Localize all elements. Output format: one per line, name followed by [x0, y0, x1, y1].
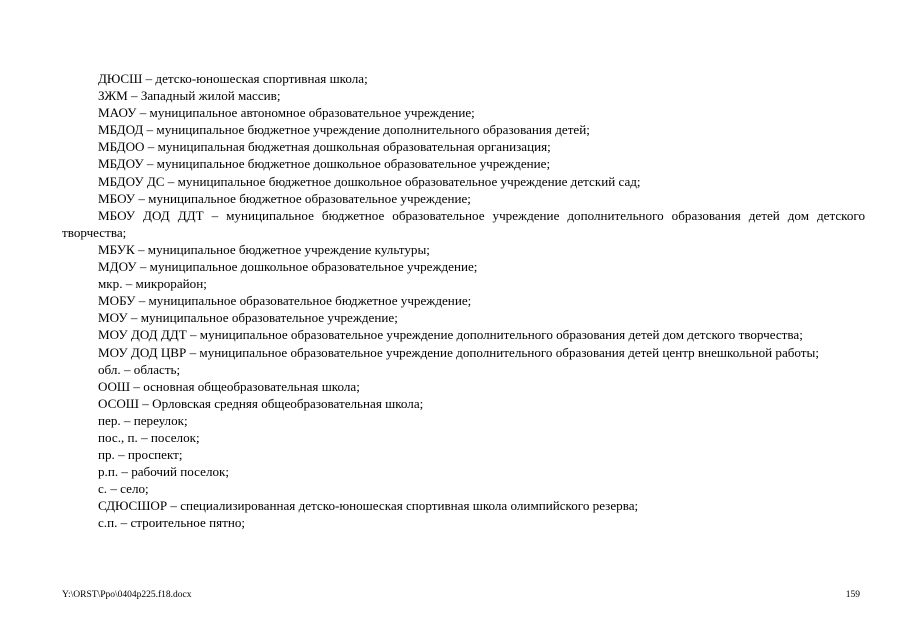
abbreviation-entry: пер. – переулок; — [98, 412, 188, 428]
abbreviation-entry: ЗЖМ – Западный жилой массив; — [98, 88, 281, 104]
abbreviation-entry: пос., п. – поселок; — [98, 429, 200, 445]
abbreviation-entry: обл. – область; — [98, 361, 181, 377]
abbreviation-entry: р.п. – рабочий поселок; — [98, 464, 230, 480]
abbreviation-entry: МОУ ДОД ЦВР – муниципальное образовательное учреждение дополнительного образования детей центр внешкольной работы; — [98, 344, 819, 360]
abbreviation-entry: мкр. – микрорайон; — [98, 276, 207, 292]
file-path: Y:\ORST\Ppo\0404p225.f18.docx — [62, 590, 192, 600]
abbreviation-entry: МДОУ – муниципальное дошкольное образовательное учреждение; — [98, 259, 478, 275]
abbreviation-entry: ОСОШ – Орловская средняя общеобразовательная школа; — [98, 395, 424, 411]
abbreviation-entry: с.п. – строительное пятно; — [98, 515, 246, 531]
page-footer — [62, 588, 865, 602]
abbreviation-entry: с. – село; — [98, 481, 149, 497]
abbreviation-entry: МОУ – муниципальное образовательное учреждение; — [98, 310, 398, 326]
abbreviation-entry: МБДОУ ДС – муниципальное бюджетное дошкольное образовательное учреждение детский сад; — [98, 173, 641, 189]
abbreviation-entry: МОУ ДОД ДДТ – муниципальное образовательное учреждение дополнительного образования детей дом детского творчества; — [98, 327, 803, 343]
abbreviation-entry: ДЮСШ – детско-юношеская спортивная школа; — [98, 71, 368, 86]
abbreviation-entry: МБОУ – муниципальное бюджетное образовательное учреждение; — [98, 190, 471, 206]
abbreviation-entry: МБДОО – муниципальная бюджетная дошкольная образовательная организация; — [98, 139, 551, 155]
page-number: 159 — [845, 590, 860, 600]
abbreviation-entry: МОБУ – муниципальное образовательное бюджетное учреждение; — [98, 293, 472, 309]
abbreviation-entry: МБДОУ – муниципальное бюджетное дошкольное образовательное учреждение; — [98, 156, 551, 172]
abbreviation-entry: СДЮСШОР – специализированная детско-юношеская спортивная школа олимпийского резерва; — [98, 498, 639, 514]
abbreviation-entry: пр. – проспект; — [98, 447, 183, 463]
abbreviation-entry: МБДОД – муниципальное бюджетное учреждение дополнительного образования детей; — [98, 122, 590, 138]
abbreviation-entry: МБОУ ДОД ДДТ – муниципальное бюджетное образовательное учреждение дополнительного образования детей дом детского творчества; — [62, 207, 865, 240]
abbreviation-list — [62, 70, 865, 532]
abbreviation-entry: МАОУ – муниципальное автономное образовательное учреждение; — [98, 105, 475, 121]
abbreviation-entry: МБУК – муниципальное бюджетное учреждение культуры; — [98, 241, 430, 257]
abbreviation-entry: ООШ – основная общеобразовательная школа; — [98, 378, 360, 394]
